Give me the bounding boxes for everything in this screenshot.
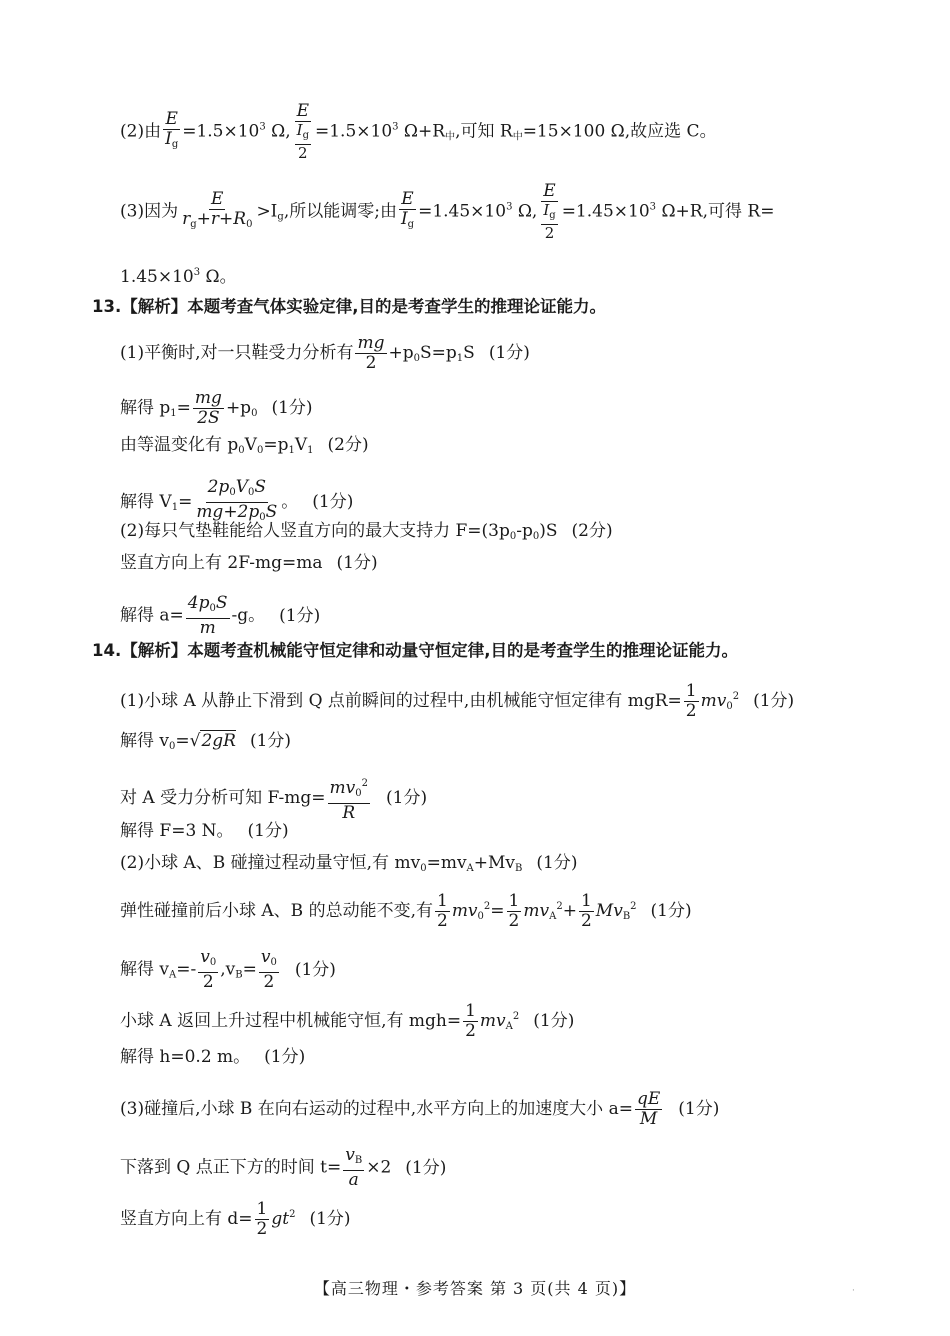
score: (1分) <box>405 1157 447 1178</box>
fraction-E-over-resistance-sum: $\frac{E}{r_g+r+R_0}$ <box>182 189 253 230</box>
fraction-E-over-half-Ig-2: $\frac{E}{\frac{I_g}{2}}$ <box>543 181 556 242</box>
q14-line11: 下落到 Q 点正下方的时间 t= $\frac{v_B}{a}$ ×2 (1分) <box>120 1145 447 1190</box>
q14-line6: 弹性碰撞前后小球 A、B 的总动能不变,有 $\frac{1}{2}$ $mv_0^2=$ $\frac{1}{2}$ $mv_A^2+$ $\frac{1}{2}$ $Mv_B^2$ (1分) <box>120 891 692 931</box>
fraction-one-half: $\frac{1}{2}$ <box>685 681 697 721</box>
q13-line7: 解得 a= $\frac{4p_0S}{m}$ -g。 (1分) <box>120 593 321 638</box>
q14-heading: 14.【解析】本题考查机械能守恒定律和动量守恒定律,目的是考查学生的推理论证能力。 <box>92 641 738 660</box>
score: (1分) <box>650 901 692 921</box>
q13-line1: (1)平衡时,对一只鞋受力分析有 $\frac{mg}{2}$ $+p_0S=p_1S$ (1分) <box>120 333 530 373</box>
score: (1分) <box>312 492 354 512</box>
fraction-mg-over-2: $\frac{mg}{2}$ <box>357 333 385 373</box>
q14-line4: 解得 F=3 N。 (1分) <box>120 821 289 841</box>
q13-heading: 13.【解析】本题考查气体实验定律,目的是考查学生的推理论证能力。 <box>92 297 606 316</box>
fraction-4p0S-over-m: $\frac{4p_0S}{m}$ <box>187 593 228 638</box>
q14-line3: 对 A 受力分析可知 F-mg= $\frac{mv_0^2}{R}$ (1分) <box>120 774 427 823</box>
fraction-one-half: $\frac{1}{2}$ <box>465 1001 476 1041</box>
fraction-one-half: $\frac{1}{2}$ <box>256 1199 268 1239</box>
fraction-mv0sq-over-R: $\frac{mv_0^2}{R}$ <box>328 774 370 823</box>
score: (1分) <box>536 853 578 873</box>
page-footer: 【高三物理・参考答案 第 3 页(共 4 页)】 <box>313 1279 637 1298</box>
q14-line1: (1)小球 A 从静止下滑到 Q 点前瞬间的过程中,由机械能守恒定律有 mgR= $\frac{1}{2}$ $mv_0^2$ (1分) <box>120 681 795 721</box>
fraction-one-half: $\frac{1}{2}$ <box>436 891 448 931</box>
score: (1分) <box>294 959 336 980</box>
score: (2分) <box>327 435 369 455</box>
score: (1分) <box>488 343 530 363</box>
q14-line2: 解得 $v_0=√2gR$ (1分) <box>120 731 292 752</box>
score: (1分) <box>279 605 321 626</box>
fraction-v0-over-2: $\frac{v_0}{2}$ <box>200 947 217 992</box>
score: (1分) <box>264 1047 306 1067</box>
q14-line10: (3)碰撞后,小球 B 在向右运动的过程中,水平方向上的加速度大小 a= $\frac{qE}{M}$ (1分) <box>120 1089 720 1129</box>
fraction-V1: $\frac{2p_0V_0S}{mg+2p_0S}$ <box>196 477 278 523</box>
q13-line4: 解得 $V_1=$ $\frac{2p_0V_0S}{mg+2p_0S}$ 。 (1分) <box>120 478 353 527</box>
score: (1分) <box>249 731 292 751</box>
fraction-E-over-Ig-2: $\frac{E}{I_g}$ <box>400 189 415 230</box>
q13-line5: (2)每只气垫鞋能给人竖直方向的最大支持力 $F=(3p_0-p_0)S$ (2分) <box>120 521 613 542</box>
fraction-qE-over-M: $\frac{qE}{M}$ <box>636 1089 661 1129</box>
q13-line3: 由等温变化有 $p_0V_0=p_1V_1$ (2分) <box>120 435 369 456</box>
q14-line9: 解得 h=0.2 m。 (1分) <box>120 1047 306 1067</box>
score: (1分) <box>309 1209 351 1229</box>
fraction-E-over-half-Ig: $\frac{E}{\frac{I_g}{2}}$ <box>296 101 310 162</box>
q13-line2: 解得 $p_1=$ $\frac{mg}{2S}$ $+p_0$ (1分) <box>120 388 313 428</box>
fraction-one-half: $\frac{1}{2}$ <box>580 891 592 931</box>
score: (1分) <box>533 1011 575 1031</box>
sqrt-icon: √ <box>189 731 201 751</box>
q12-part2: (2)由 $\frac{E}{I_g}$ $=1.5\times 10^3$ Ω, $\frac{E}{\frac{I_g}{2}}$ $=1.5\times 10^3$ $\Omega+R_中$,可知 $R_中=15\times 100$ Ω,故应选 C。 <box>120 101 717 162</box>
score: (1分) <box>386 788 428 808</box>
score: (1分) <box>336 553 378 573</box>
q14-line8: 小球 A 返回上升过程中机械能守恒,有 mgh= $\frac{1}{2}$ $mv_A^2$ (1分) <box>120 1001 575 1041</box>
fraction-one-half: $\frac{1}{2}$ <box>508 891 520 931</box>
score: (1分) <box>678 1099 720 1119</box>
fraction-E-over-Ig: $\frac{E}{I_g}$ <box>165 109 179 150</box>
score: (1分) <box>271 398 313 418</box>
q14-line12: 竖直方向上有 d= $\frac{1}{2}$ $gt^2$ (1分) <box>120 1199 351 1239</box>
q12-part3-result: $1.45\times 10^3$ Ω。 <box>120 267 237 287</box>
fraction-vB-over-a: $\frac{v_B}{a}$ <box>345 1145 363 1190</box>
q14-line5: (2)小球 A、B 碰撞过程动量守恒,有 $mv_0=mv_A+Mv_B$ (1分) <box>120 853 578 874</box>
score: (2分) <box>571 521 613 541</box>
corner-mark: · <box>852 1286 855 1296</box>
fraction-mg-over-2S: $\frac{mg}{2S}$ <box>194 388 222 428</box>
q14-line7: 解得 $v_A=-$ $\frac{v_0}{2}$ $,v_B=$ $\frac{v_0}{2}$ (1分) <box>120 947 336 992</box>
q12-part3: (3)因为 $\frac{E}{r_g+r+R_0}$ $>I_g$,所以能调零;由 $\frac{E}{I_g}$ $=1.45\times 10^3$ Ω, $\frac{E}{\frac{I_g}{2}}$ $=1.45\times 10^3$ Ω+R,可得 R= <box>120 181 775 242</box>
score: (1分) <box>247 821 289 841</box>
q13-line6: 竖直方向上有 2F-mg=ma (1分) <box>120 553 378 573</box>
score: (1分) <box>753 691 795 711</box>
fraction-v0-over-2: $\frac{v_0}{2}$ <box>260 947 277 992</box>
